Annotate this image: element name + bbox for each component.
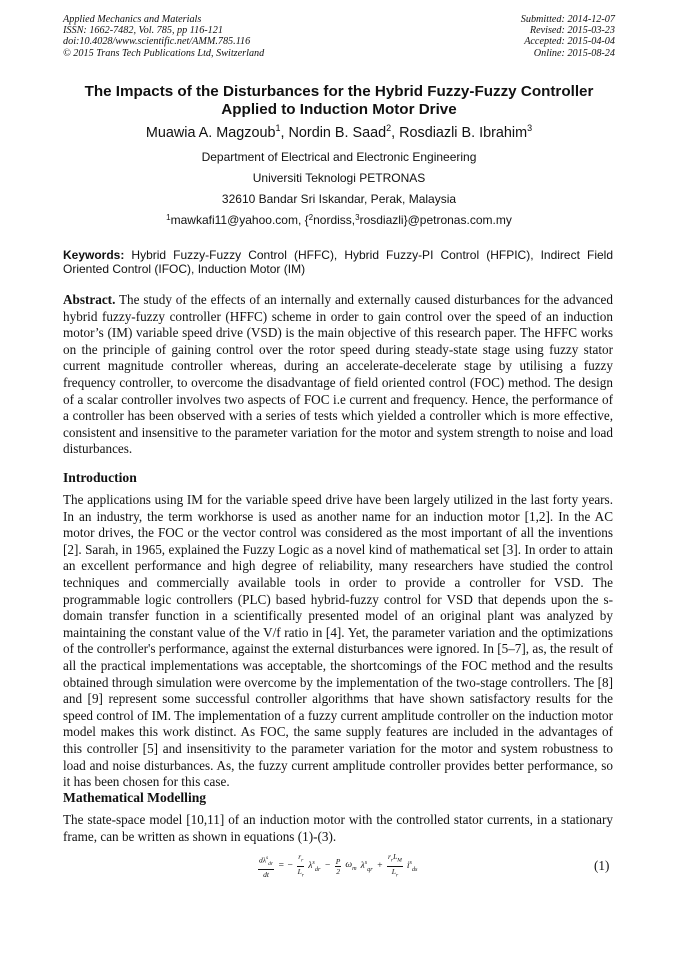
eq-equals: = − — [278, 861, 294, 871]
abstract-paragraph — [63, 292, 613, 458]
journal-copyright: © 2015 Trans Tech Publications Ltd, Switzerland — [63, 47, 265, 59]
publication-dates — [521, 14, 615, 59]
title-line-1: The Impacts of the Disturbances for the Hybrid Fuzzy-Fuzzy Controller — [84, 83, 594, 100]
date-online: Online: 2015-08-24 — [533, 47, 615, 59]
date-accepted: Accepted: 2015-04-04 — [524, 36, 615, 48]
journal-issn: ISSN: 1662-7482, Vol. 785, pp 116-121 — [63, 25, 223, 37]
equation-number: (1) — [594, 858, 610, 873]
date-submitted: Submitted: 2014-12-07 — [520, 14, 615, 25]
eq-minus: − — [324, 861, 331, 871]
abstract-text: The study of the effects of an internally and externally caused disturbances for the advanced hybrid fuzzy-fuzzy controller (HFFC) scheme in order to gain control over the speed of an induction motor’s (IM) variable speed drive (VSD) is the main objective of this research paper. The HFFC works on the principle of gaining control over the rotor speed during steady-state stage using fuzzy stator current magnitude controller whereas, during an accelerate-decelerate stage by utilising a fuzzy frequency controller, to overcome the disadvantage of field oriented control (FOC) method. The design of a scalar controller involves two aspects of FOC i.e current and frequency. Hence, the performance of a controller has been observed with a series of tests which yielded a controller which is more effective, consistent and insensitive to the parameter variation for the motor and system strength to noise and load disturbances. — [63, 292, 613, 457]
author-3: Rosdiazli B. Ibrahim — [399, 125, 528, 141]
author-separator: , — [280, 125, 289, 141]
author-separator: , — [391, 125, 400, 141]
author-3-affil: 3 — [527, 123, 533, 133]
eq-lhs-fraction: $\frac{d\lambda^s_{dr}}{dt}$ — [259, 854, 274, 879]
journal-doi: doi:10.4028/www.scientific.net/AMM.785.116 — [63, 36, 251, 48]
author-1: Muawia A. Magzoub — [145, 125, 276, 141]
email-2: nordiss, — [313, 213, 356, 227]
eq-lambda-qr: $\lambda^s_{qr}$ — [360, 859, 373, 873]
modelling-paragraph: The state-space model [10,11] of an induction motor with the controlled stator currents, in a stationary frame, can be written as shown in equations (1)-(3). — [63, 812, 613, 844]
author-2-affil: 2 — [386, 123, 392, 133]
email-sup-1: 1 — [166, 213, 171, 222]
email-1: mawkafi11@yahoo.com, { — [170, 213, 309, 227]
introduction-heading: Introduction — [63, 470, 137, 485]
author-2: Nordin B. Saad — [288, 125, 387, 141]
equation-1 — [258, 852, 438, 880]
affiliation-department: Department of Electrical and Electronic Engineering — [201, 150, 477, 164]
eq-plus: + — [376, 861, 384, 871]
paper-title — [40, 83, 638, 119]
eq-i-ds: $i^s_{ds}$ — [406, 859, 418, 873]
email-sup-2: 2 — [308, 213, 314, 222]
author-list — [40, 124, 638, 142]
keywords-label: Keywords: — [63, 248, 125, 262]
affiliation-university: Universiti Teknologi PETRONAS — [252, 171, 426, 185]
abstract-label: Abstract. — [63, 292, 116, 307]
eq-fraction-rr-lr: $\frac{r_r}{L_r}$ — [297, 852, 304, 878]
eq-fraction-rrlm-lr: $\frac{r_rL_M}{L_r}$ — [388, 852, 402, 878]
author-1-affil: 1 — [275, 123, 281, 133]
keywords-text: Hybrid Fuzzy-Fuzzy Control (HFFC), Hybrid Fuzzy-PI Control (HFPIC), Indirect Field Oriented Control (IFOC), Induction Motor (IM) — [63, 248, 613, 277]
affiliation-address: 32610 Bandar Sri Iskandar, Perak, Malaysia — [221, 192, 457, 206]
title-line-2: Applied to Induction Motor Drive — [221, 101, 457, 118]
journal-name: Applied Mechanics and Materials — [63, 14, 202, 25]
author-emails — [40, 213, 638, 227]
keywords-section — [63, 248, 613, 276]
email-sup-3: 3 — [355, 213, 360, 222]
modelling-heading: Mathematical Modelling — [63, 790, 207, 805]
eq-lambda-dr: $\lambda^s_{dr}$ — [308, 859, 321, 873]
eq-omega-m: $\omega_m$ — [345, 860, 357, 872]
journal-info — [63, 14, 264, 59]
date-revised: Revised: 2015-03-23 — [529, 25, 615, 37]
eq-fraction-p-2: $\frac{P}{2}$ — [335, 856, 341, 876]
introduction-paragraph: The applications using IM for the variable speed drive have been largely utilized in the last forty years. In an industry, the term workhorse is used as another name for an induction motor [1,2]. In the AC motor drives, the FOC or the vector control was considered as the most important of all the inventions [2]. Sarah, in 1965, explained the Fuzzy Logic as a novel kind of mathematical set [3]. In order to attain an excellent performance and high degree of reliability, many researchers have studied the control techniques and commercially available tools in order to provide a controller for VSD. The programmable logic controllers (PLC) based hybrid-fuzzy control for VSD that depends upon the s-domain transfer function in a scientifically presented model of an original plant was analyzed by maintaining the constant value of the V/f ratio in [4]. Yet, the parameter variation and the optimizations of the controller's performance, against the external disturbances were ignored. In [5–7], as, the result of all the practical implementations was acceptable, the shortcomings of the FOC method and the results obtained through simulation were overcome by the implementation of the two-stage controllers. The [8] and [9] represent some successful controller algorithms that have shown satisfactory results for the speed control of IM. The implementation of a fuzzy current amplitude controller on the induction motor model makes this work distinct. As FOC, the same supply features are included in the advantages of this controller [5] and insensitivity to the parameter variation for the motor and system robustness to load and noise disturbances. As, the fuzzy current amplitude controller provides better performance, so it has been chosen for this case. — [63, 492, 613, 790]
email-3: rosdiazli}@petronas.com.my — [359, 213, 512, 227]
